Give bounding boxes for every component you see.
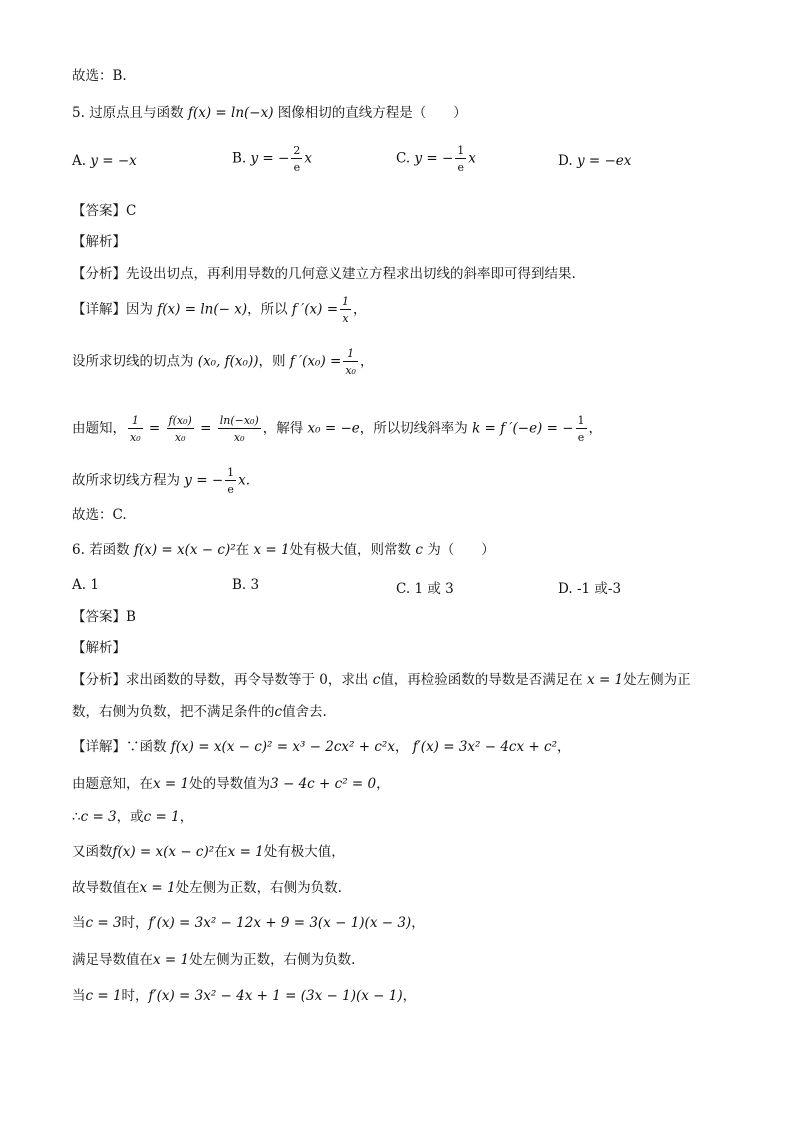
q5-number: 5. (72, 105, 85, 121)
q5-option-d: D. y = −ex (558, 153, 632, 169)
q5-detail-line-1: 【详解】因为 f(x) = ln(− x)，所以 f ′(x) = $\frac{1}{x}$ ， (72, 295, 367, 325)
q6-detail-line-6: 当c = 3时，f′(x) = 3x² − 12x + 9 = 3(x − 1)(x − 3)， (72, 915, 425, 931)
q6-detail-line-3: ∴c = 3，或c = 1， (72, 809, 194, 825)
q5-option-a: A. y = −x (72, 153, 137, 169)
q6-analysis-line-1: 【分析】求出函数的导数，再令导数等于 0，求出 c值，再检验函数的导数是否满足在 x = 1处左侧为正 (72, 672, 691, 688)
fraction: $\frac{1}{\text{x₀}}$ (345, 347, 356, 377)
q5-function: f(x) = ln(−x) (187, 105, 274, 121)
q6-option-a: A. 1 (72, 577, 99, 593)
fraction: $\frac{\text{ln(−x₀)}}{\text{x₀}}$ (219, 414, 259, 444)
q5-detail-line-2: 设所求切线的切点为 (x₀, f(x₀))，则 f ′(x₀) = $\frac{1}{\text{x₀}}$ ， (72, 347, 374, 377)
fraction: $\frac{1}{\text{x₀}}$ (130, 414, 141, 444)
fraction: $\frac{1}{e}$ (227, 466, 235, 496)
q6-stem: 6. 若函数 f(x) = x(x − c)²在 x = 1处有极大值，则常数 c 为（ ） (72, 542, 495, 558)
q6-function: f(x) = x(x − c)² (133, 542, 236, 558)
fraction: $\frac{1}{x}$ (342, 295, 350, 325)
answer-value: C (126, 203, 137, 219)
q5-analysis: 【分析】先设出切点，再利用导数的几何意义建立方程求出切线的斜率即可得到结果. (72, 266, 576, 282)
fraction: $\frac{1}{e}$ (577, 414, 585, 444)
answer-value: B (126, 609, 136, 625)
fraction: $\frac{1}{e}$ (457, 144, 465, 174)
q5-detail-line-3: 由题知， $\frac{1}{\text{x₀}}$ = $\frac{\text{f(x₀)}}{\text{x₀}}$ = $\frac{\text{ln(−x₀)}}{\text{x₀}}$ ，解得 x₀ = −e，所以切线斜率为 k = f ′(−e) = − $\frac{1}{e}$ ， (72, 414, 603, 444)
q6-detail-line-4: 又函数f(x) = x(x − c)²在x = 1处有极大值， (72, 844, 345, 860)
q5-option-b: B. y = − $\frac{2}{e}$ x (232, 144, 312, 174)
q6-number: 6. (72, 542, 85, 558)
q6-detail-line-1: 【详解】∵函数 f(x) = x(x − c)² = x³ − 2cx² + c²x， f′(x) = 3x² − 4cx + c²， (72, 739, 571, 755)
q4-conclusion: 故选：B. (72, 68, 127, 84)
q6-option-d: D. -1 或-3 (558, 581, 622, 597)
fraction: $\frac{\text{f(x₀)}}{\text{x₀}}$ (168, 414, 192, 444)
q6-detail-line-5: 故导数值在x = 1处左侧为正数，右侧为负数. (72, 880, 342, 896)
q5-jiexi-heading: 【解析】 (72, 234, 126, 250)
q6-detail-line-8: 当c = 1时，f′(x) = 3x² − 4x + 1 = (3x − 1)(x − 1)， (72, 988, 417, 1004)
fraction: $\frac{2}{e}$ (293, 144, 301, 174)
q6-analysis-line-2: 数，右侧为负数，把不满足条件的c值舍去. (72, 704, 327, 720)
q5-detail-line-4: 故所求切线方程为 y = − $\frac{1}{e}$ x. (72, 466, 251, 496)
q6-option-c: C. 1 或 3 (396, 581, 454, 597)
q6-jiexi-heading: 【解析】 (72, 640, 126, 656)
q6-option-b: B. 3 (232, 577, 260, 593)
q5-answer: 【答案】C (72, 203, 137, 219)
q6-detail-line-2: 由题意知，在x = 1处的导数值为3 − 4c + c² = 0， (72, 776, 390, 792)
q5-option-c: C. y = − $\frac{1}{e}$ x (396, 144, 476, 174)
q6-detail-line-7: 满足导数值在x = 1处左侧为正数，右侧为负数. (72, 952, 356, 968)
q5-conclusion: 故选：C. (72, 507, 127, 523)
q6-answer: 【答案】B (72, 609, 136, 625)
q5-stem: 5. 过原点且与函数 f(x) = ln(−x) 图像相切的直线方程是（ ） (72, 105, 467, 121)
